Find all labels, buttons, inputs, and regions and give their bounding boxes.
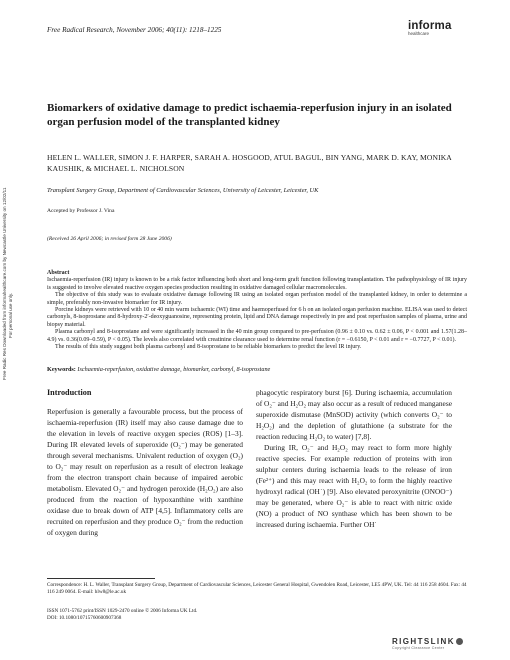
abstract-paragraph: The objective of this study was to evaluate oxidative damage following IR using an isolated organ perfusion model of the transplanted kidney, in order to determine a simple, preferably non-invasive biomarker for IR injury.	[47, 292, 467, 306]
footnote-rule	[47, 578, 155, 579]
sidebar-text	[2, 188, 13, 380]
affiliation: Transplant Surgery Group, Department of Cardiovascular Sciences, University of Leicester, Leicester, UK	[47, 187, 319, 194]
author-list: HELEN L. WALLER, SIMON J. F. HARPER, SARAH A. HOSGOOD, ATUL BAGUL, BIN YANG, MARK D. KAY, MONIKA KAUSHIK, & MICHAEL L. NICHOLSON	[47, 153, 452, 173]
logo-subtitle: healthcare	[408, 31, 430, 36]
keywords-value: Ischaemia-reperfusion, oxidative damage, biomarker, carbonyl, 8-isoprostane	[77, 366, 271, 373]
abstract-paragraph: Plasma carbonyl and 8-isoprostane and were significantly increased in the 40 min group compared to pre-perfusion (0.96 ± 0.10 vs. 0.62 ± 0.06, P < 0.001 and 1.57(1.28–4.9) vs. 0.36(0.09–0.59), P < 0.05). The levels also correlated with creatinine clearance used to determine renal function (r = −0.6150, P < 0.01 and r = −0.7727, P < 0.01).	[47, 329, 467, 343]
received-dates: (Received 26 April 2006; in revised form 28 June 2006)	[47, 236, 172, 242]
rightslink-wordmark: RIGHTSLINK	[392, 637, 455, 646]
issn-line: ISSN 1071-5762 print/ISSN 1029-2470 online © 2006 Informa UK Ltd.	[47, 608, 198, 614]
informa-logo	[408, 20, 452, 36]
sidebar-line-1: Free Radic Res Downloaded from informahealthcare.com by Newcastle University on 12/02/11	[2, 187, 7, 380]
abstract-paragraph: The results of this study suggest both plasma carbonyl and 8-isoprostane to be reliable biomarkers to predict the level IR injury.	[55, 344, 362, 351]
rightslink-tagline: Copyright Clearance Center	[392, 646, 445, 650]
rightslink-logo	[392, 637, 463, 650]
abstract-paragraph: Ischaemia-reperfusion (IR) injury is known to be a risk factor influencing both short and long-term graft function following transplantation. The pathophysiology of IR injury is suggested to involve elevated reactive oxygen species production resulting in oxidative damaged cellular macromolecules.	[47, 277, 467, 291]
abstract-heading: Abstract	[47, 270, 70, 276]
article-title: Biomarkers of oxidative damage to predict ischaemia-reperfusion injury in an isolated organ perfusion model of the transplanted kidney	[47, 102, 452, 128]
abstract-paragraph: Porcine kidneys were retrieved with 10 or 40 min warm ischaemic (WI) time and haemoperfused for 6 h on an isolated organ perfusion machine. ELISA was used to detect carbonyls, 8-isoprostane and 8-hydroxy-2′-deoxyguanosine, representing protein, lipid and DNA damage respectively in pre and post reperfusion samples of plasma, urine and biopsy material.	[47, 307, 467, 328]
download-sidebar-note	[0, 187, 22, 380]
journal-citation: Free Radical Research, November 2006; 40(11): 1218–1225	[47, 26, 222, 34]
doi-line: DOI: 10.1080/10715760600907368	[47, 615, 122, 621]
body-column-left	[47, 387, 243, 538]
introduction-heading: Introduction	[47, 388, 92, 397]
body-paragraph: Reperfusion is generally a favourable process, but the process of ischaemia-reperfusion (IR) itself may also cause damage due to the elevation in levels of reactive oxygen species (ROS) [1–3]. During IR elevated levels of superoxide (O₂⁻) may be generated through several mechanisms. Univalent reduction of oxygen (O₂) to O₂⁻ may result on reperfusion as a result of electron leakage from the electron transport chain because of impaired aerobic metabolism. Elevated O₂⁻ and hydrogen peroxide (H₂O₂) are also produced from the reaction of hypoxanthine with xanthine oxidase due to break down of ATP [4,5]. Inflammatory cells are recruited on reperfusion and they produce O₂⁻ from the reduction of oxygen during	[47, 407, 243, 537]
logo-wordmark: informa	[408, 20, 452, 32]
sidebar-line-2: For personal use only.	[7, 292, 13, 338]
rightslink-dot-icon	[456, 638, 463, 645]
abstract-section	[47, 270, 467, 351]
keywords-label: Keywords:	[47, 366, 76, 373]
correspondence-footnote: Correspondence: H. L. Waller, Transplant Surgery Group, Department of Cardiovascular Sciences, Leicester General Hospital, Gwendolen Road, Leicester, LE5 4PW, UK. Tel: 44 116 258 4604. Fax: 44 116 249 0064. E-mail: hlw8@le.ac.uk	[47, 582, 467, 595]
body-column-right	[256, 387, 452, 530]
issn-block	[47, 608, 197, 622]
body-paragraph: During IR, O₂⁻ and H₂O₂ may react to form more highly reactive species. For example reduction of proteins with iron sulphur centers during ischaemia leads to the release of iron (Fe²⁺) and this may react with H₂O₂ to form the highly reactive hydroxyl radical (OH˙) [9]. Also elevated peroxynitrite (ONOO⁻) may be generated, where O₂⁻ is able to react with nitric oxide (NO) a product of NO synthase which has been shown to be increased during ischaemia. Further OH˙	[256, 443, 452, 529]
keywords	[47, 366, 467, 373]
accepted-by: Accepted by Professor J. Vina	[47, 208, 115, 214]
body-paragraph: phagocytic respiratory burst [6]. During ischaemia, accumulation of O₂⁻ and H₂O₂ may also occur as a result of reduced manganese superoxide dismutase (MnSOD) activity (which converts O₂⁻ to H₂O₂) and the depletion of glutathione (a substrate for the reaction reducing H₂O₂ to water) [7,8].	[256, 388, 452, 441]
